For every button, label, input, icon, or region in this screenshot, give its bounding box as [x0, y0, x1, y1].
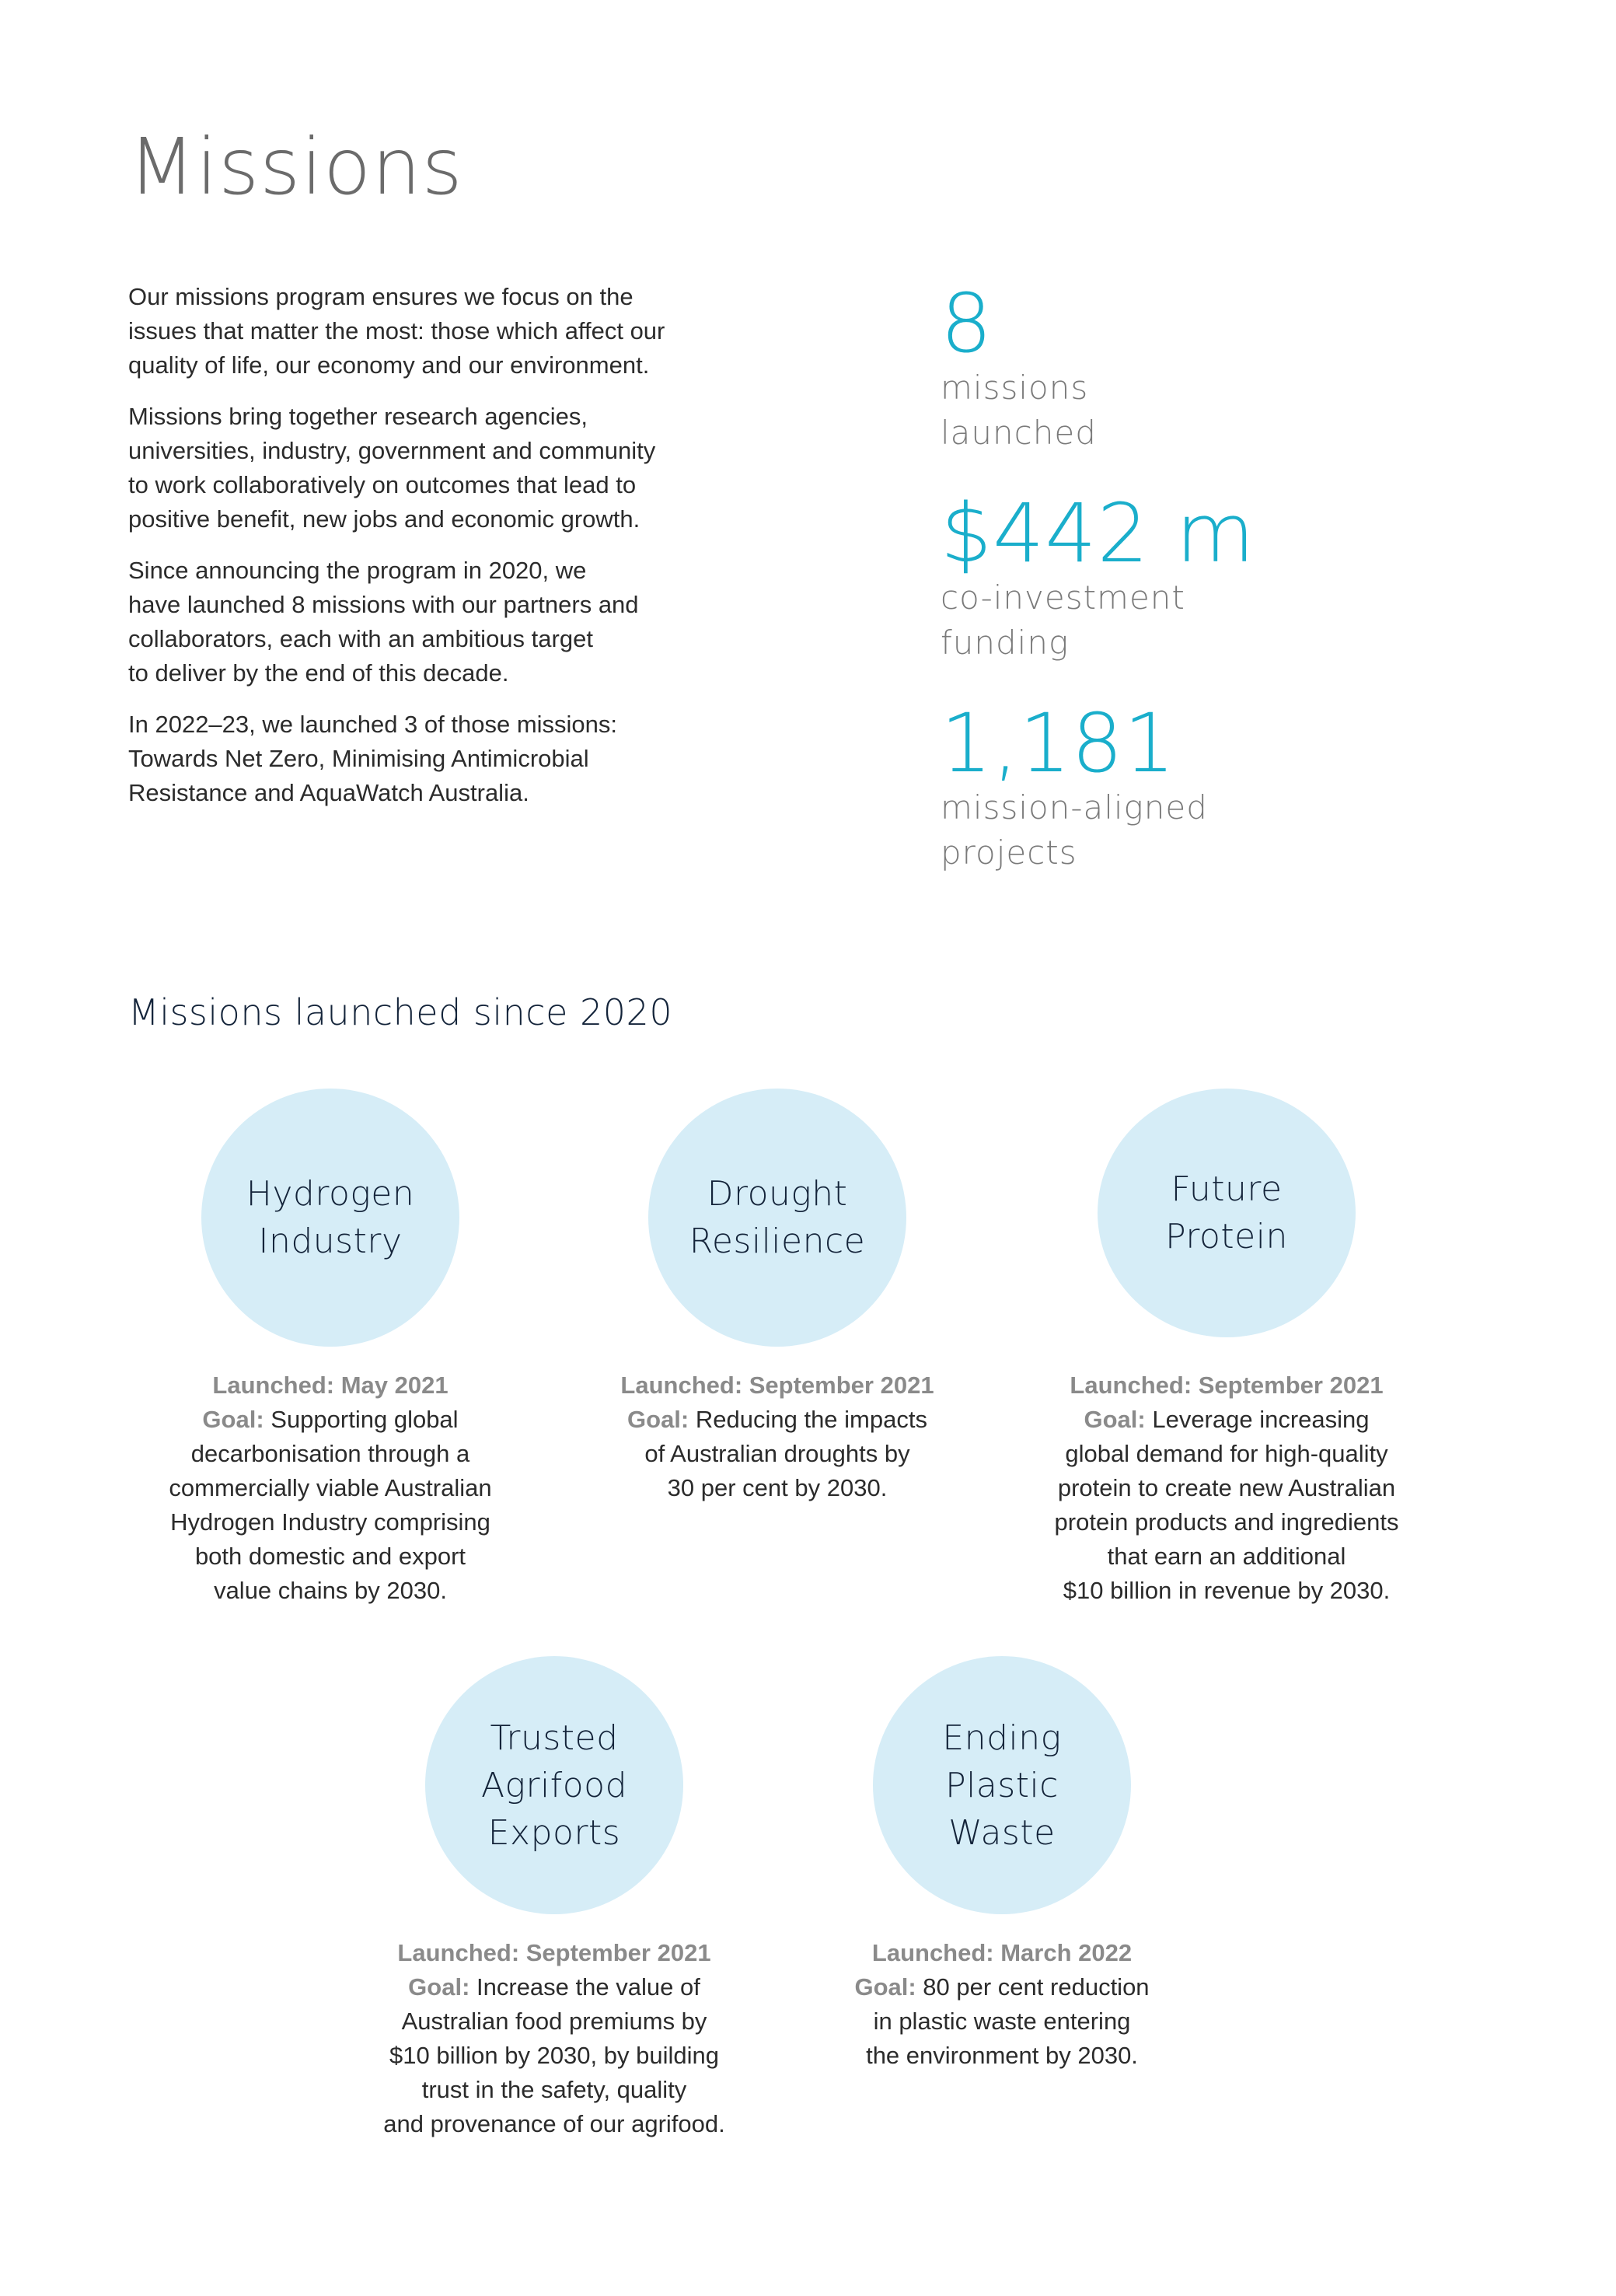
stat-label: mission-aligned projects [941, 788, 1208, 872]
goal-text: 80 per cent reduction in plastic waste entering the environment by 2030. [866, 1973, 1150, 2069]
goal-text: Increase the value of Australian food premiums by $10 billion by 2030, by building trust in the safety, quality and provenance of our agrifood. [383, 1973, 725, 2137]
goal-label: Goal: [408, 1973, 470, 2001]
mission-goal [784, 1970, 1220, 2073]
goal-text: Reducing the impacts of Australian droughts by 30 per cent by 2030. [644, 1406, 927, 1501]
stat-value: 1,181 [941, 696, 1176, 791]
intro-paragraph: In 2022–23, we launched 3 of those missions: Towards Net Zero, Minimising Antimicrobial Resistance and AquaWatch Australia. [128, 711, 618, 806]
mission-details [113, 1368, 548, 1608]
mission-circle [425, 1656, 683, 1914]
stat-value: 8 [941, 276, 993, 371]
intro-text [128, 280, 750, 827]
mission-goal [560, 1403, 995, 1505]
stat-label: missions launched [941, 369, 1097, 452]
mission-circle [873, 1656, 1131, 1914]
key-stats [941, 276, 1485, 911]
goal-label: Goal: [854, 1973, 916, 2001]
mission-details [1009, 1368, 1444, 1608]
page-title: Missions [128, 121, 463, 212]
stat-projects [941, 696, 1485, 875]
mission-name: Hydrogen Industry [246, 1174, 415, 1261]
mission-trusted-agrifood-exports [337, 1656, 772, 2141]
mission-name: Drought Resilience [689, 1174, 866, 1261]
goal-text: Supporting global decarbonisation through a commercially viable Australian Hydrogen Industry comprising both domestic and export value chains by 2030. [169, 1406, 492, 1604]
mission-goal [113, 1403, 548, 1608]
mission-details [337, 1936, 772, 2141]
mission-launched: Launched: September 2021 [620, 1372, 934, 1399]
mission-goal [337, 1970, 772, 2141]
mission-circle [201, 1089, 459, 1347]
mission-future-protein [1009, 1089, 1444, 1608]
goal-label: Goal: [1084, 1406, 1146, 1433]
stat-missions [941, 276, 1485, 456]
mission-name: Future Protein [1165, 1169, 1288, 1256]
mission-ending-plastic-waste [784, 1656, 1220, 2073]
intro-paragraph: Our missions program ensures we focus on the issues that matter the most: those which affect our quality of life, our economy and our environment. [128, 283, 665, 379]
mission-launched: Launched: March 2022 [871, 1939, 1133, 1966]
mission-drought-resilience [560, 1089, 995, 1505]
mission-name: Trusted Agrifood Exports [480, 1718, 628, 1853]
mission-launched: Launched: September 2021 [397, 1939, 711, 1966]
goal-text: Leverage increasing global demand for high-quality protein to create new Australian protein products and ingredients that earn an additional $10 billion in revenue by 2030. [1054, 1406, 1399, 1604]
goal-label: Goal: [202, 1406, 264, 1433]
intro-paragraph: Since announcing the program in 2020, we have launched 8 missions with our partners and collaborators, each with an ambitious target to deliver by the end of this decade. [128, 557, 639, 687]
mission-circle [1098, 1089, 1356, 1337]
section-title: Missions launched since 2020 [128, 991, 673, 1033]
mission-circle [648, 1089, 906, 1347]
mission-details [784, 1936, 1220, 2073]
mission-goal [1009, 1403, 1444, 1608]
stat-value: $442 m [941, 486, 1256, 581]
mission-hydrogen-industry [113, 1089, 548, 1608]
stat-label: co-investment funding [941, 578, 1185, 662]
mission-details [560, 1368, 995, 1505]
mission-name: Ending Plastic Waste [942, 1718, 1062, 1853]
goal-label: Goal: [627, 1406, 689, 1433]
stat-funding [941, 486, 1485, 666]
intro-paragraph: Missions bring together research agencies, universities, industry, government and community to work collaboratively on outcomes that lead to positive benefit, new jobs and economic growth. [128, 403, 656, 533]
mission-launched: Launched: May 2021 [212, 1372, 449, 1399]
mission-launched: Launched: September 2021 [1070, 1372, 1384, 1399]
